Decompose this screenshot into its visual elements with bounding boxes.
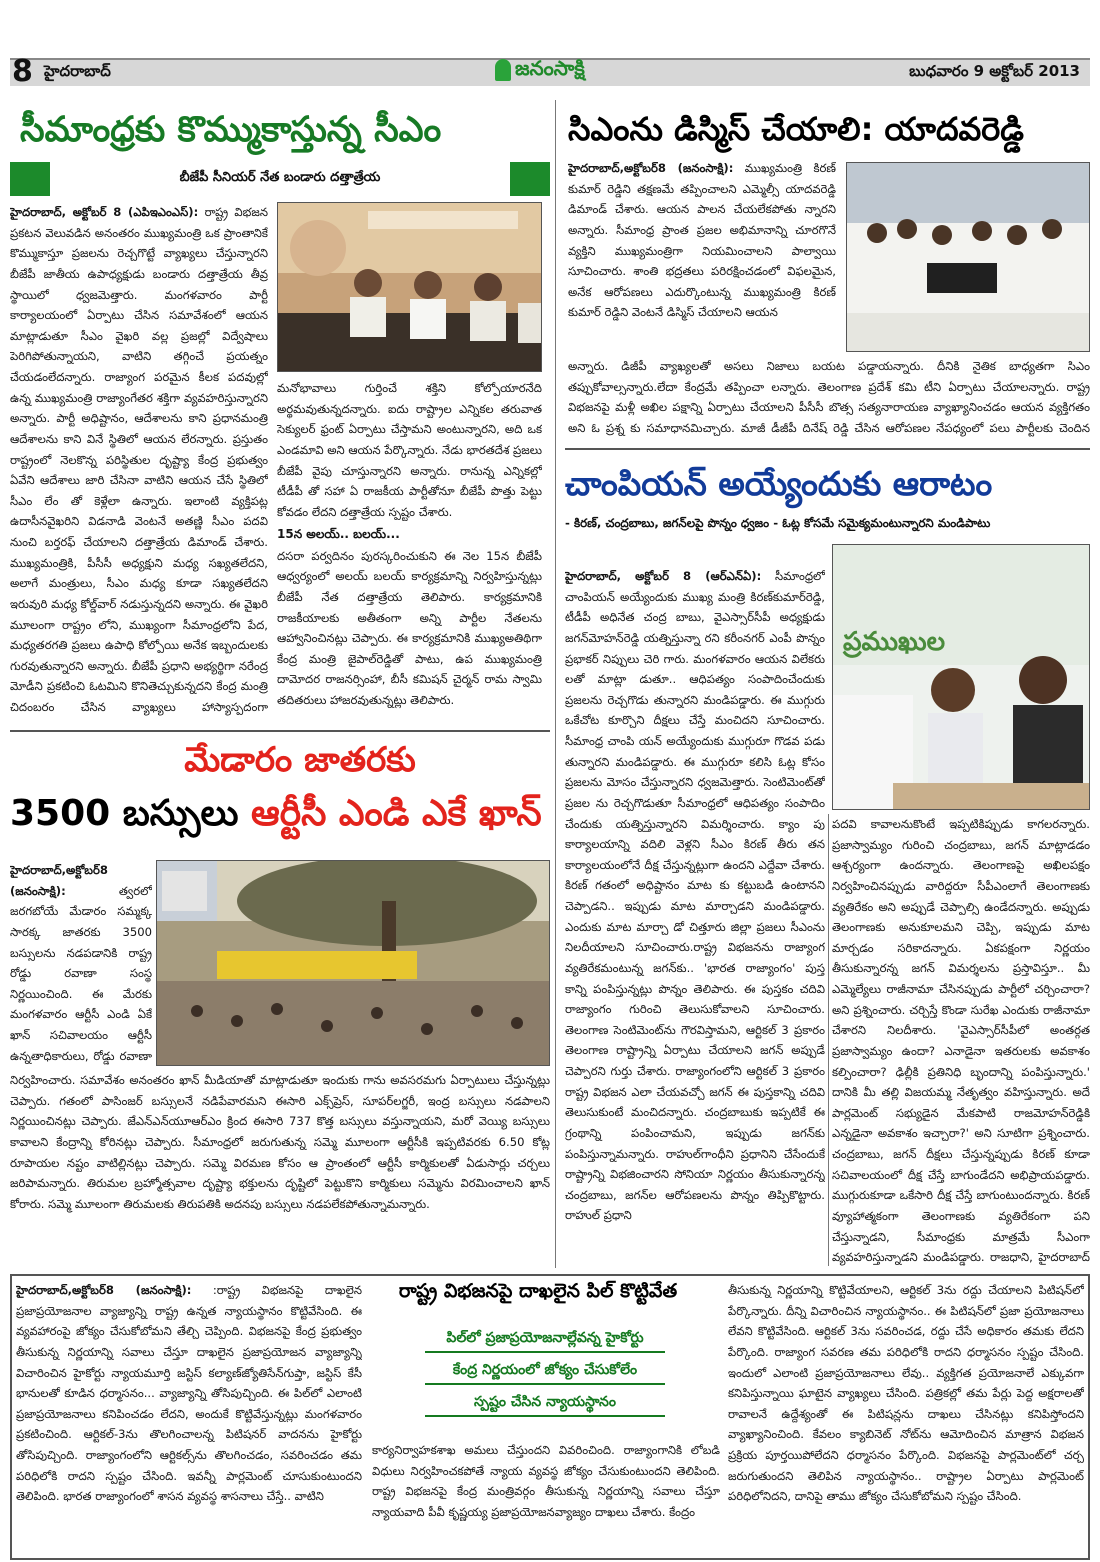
story3-headline: చాంపియన్ అయ్యేందుకు ఆరాటం bbox=[565, 464, 993, 503]
story5-body-1: :రాష్ట్ర విభజనపై దాఖలైన ప్రజాప్రయోజనాల వ్యాజ్యాన్ని రాష్ట్ర ఉన్నత న్యాయస్థానం కొట్టివేసింది. ఈ వ్యవహారంపై జోక్యం చేసుకోబోమని తేల్చి చెప్పింది. విభజనపై కేంద్ర ప్రభుత్వం తీసుకున్న నిర్ణయాన్ని సవాలు చేస్తూ దాఖలైన ప్రజాప్రయోజన వ్యాజ్యాన్ని విచారించిన హైకోర్టు న్యాయమూర్తి జస్టిస్ కల్యాణ్‌జ్యోతిసేన్‌గుప్తా, జస్టిస్ కేసీ భానులతో కూడిన ధర్మాసనం... వ్యాజ్యాన్ని తోసిపుచ్చింది. ఈ పిల్‌లో ఎలాంటి ప్రజాప్రయోజనాలు కనిపించడం లేదని, అందుకే కొట్టివేస్తున్నట్లు మంగళవారం ప్రకటించింది. ఆర్టికల్-3ను తొలగించాలన్న పిటిషనర్ వాదనను హైకోర్టు తోసిపుచ్చింది. రాజ్యాంగంలోని ఆర్టికల్స్‌ను తొలగించడం, సవరించడం తమ పరిధిలోకి రాదని స్పష్టం చేసింది. ఇవన్నీ పార్లమెంట్ చూసుకుంటుందని తెలిపింది. భారత రాజ్యాంగంలో శాసన వ్యవస్థ శాసనాలు చేస్తే.. వాటిని bbox=[16, 1283, 362, 1504]
header-date: బుధవారం 9 అక్టోబర్ 2013 bbox=[909, 62, 1080, 80]
story5-body-2: కార్యనిర్వాహకశాఖ అమలు చేస్తుందని వివరించింది. రాజ్యాంగానికి లోబడి విధులు నిర్వహించకపోతే న్యాయ వ్యవస్థ జోక్యం చేసుకుంటుందని తెలిపింది. రాష్ట్ర విభజనపై కేంద్ర మంత్రివర్గం తీసుకున్న నిర్ణయాన్ని సవాలు చేస్తూ న్యాయవాది పీవీ కృష్ణయ్య ప్రజాప్రయోజనవ్యాజ్యం దాఖలు చేశారు. కేంద్రం bbox=[372, 1443, 720, 1519]
story5-subhead-1: పిల్‌లో ప్రజాప్రయోజనాల్లేవన్న హైకోర్టు bbox=[425, 1330, 665, 1353]
story5-column-right bbox=[728, 1280, 1084, 1556]
story1-ribbon-caption: బీజేపీ సీనియర్ నేత బండారు దత్తాత్రేయ bbox=[179, 170, 381, 185]
story2-headline: సిఎంను డిస్మిస్ చేయాలి: యాదవరెడ్డి bbox=[568, 110, 1024, 148]
story3-body-1: సీమాంధ్రలో చాంపియన్ అయ్యేందుకు ముఖ్య మంత్రి కిరణ్‌కుమార్‌రెడ్డి, టీడీపీ అధినేత చంద్ర బాబు, వైఎస్సార్‌సీపీ అధ్యక్షుడు జగన్‌మోహన్‌రెడ్డి యత్నిస్తున్నా రని కరీంనగర్ ఎంపీ పొన్నం ప్రభాకర్ నిప్పులు చెరి గారు. మంగళవారం ఆయన విలేకరు లతో మాట్లా డుతూ.. ఆధిపత్యం సంపాదించేందుకు ప్రజలను రెచ్చగొడు తున్నారని మండిపడ్డారు. ఈ ముగ్గురు ఒకేచోట కూర్చొని దీక్షలు చేస్తే మంచిదని సూచించారు. సీమాంధ్ర చాంపి యన్ అయ్యేందుకు ముగ్గురూ గొడవ పడు తున్నారని మండిపడ్డారు. ఈ ముగ్గురూ కలిసి ఓట్ల కోసం ప్రజలను మోసం చేస్తున్నారని ధ్వజమెత్తారు. సెంటిమెంట్‌తో ప్రజల ను రెచ్చగొడుతూ సీమాంధ్రలో ఆధిపత్యం సంపాదిం చేందుకు యత్నిస్తున్నారని విమర్శించారు. క్యాం పు కార్యాలయాన్ని వదిలి వెళ్లని సీఎం కిరణ్ తీరు తన కార్యాలయంలోనే దీక్ష చేస్తున్నట్లుగా ఉందని ఎద్దేవా చేశారు. కిరణ్ గతంలో అధిష్టానం మాట కు కట్టుబడి ఉంటానని చెప్పాడని.. ఇప్పుడు మాట మార్చాడని మండిపడ్డారు. ఎందుకు మాట మార్చా డో చిత్తూరు జిల్లా ప్రజలు సీఎంను నిలదీయాలని సూచించారు.రాష్ట్ర విభజనను రాజ్యాంగ వ్యతిరేకమంటున్న జగన్‌కు.. 'భారత రాజ్యాంగం' పుస్త కాన్ని పంపిస్తున్నట్లు పొన్నం తెలిపారు. ఈ పుస్తకం చదివి రాజ్యాంగం గురించి తెలుసుకోవాలని సూచించారు. తెలంగాణ సెంటిమెంట్‌ను గౌరవిస్తామని, ఆర్టికల్ 3 ప్రకారం తెలంగాణ రాష్ట్రాన్ని ఏర్పాటు చేయాలని జగన్ అప్పుడే చెప్పారని గుర్తు చేశారు. రాజ్యాంగంలోని ఆర్టికల్ 3 ప్రకారం రాష్ట్ర విభజన ఎలా చేయవచ్చో జగన్ ఈ పుస్తకాన్ని చదివి తెలుసుకుంటే మంచిదన్నారు. చంద్రబాబుకు ఇప్పటికే ఈ గ్రంథాన్ని పంపించామని, ఇప్పుడు జగన్‌కు పంపిస్తున్నామన్నారు. రాహుల్‌గాంధీని ప్రధానిని చేసేందుకే రాష్ట్రాన్ని విభజించారని సోనియా నిర్ణయం తీసుకున్నారన్న చంద్రబాబు, జగన్‌ల ఆరోపణలను పొన్నం తిప్పికొట్టారు. రాహుల్ ప్రధాని bbox=[565, 569, 825, 1223]
story5-dateline: హైదరాబాద్,అక్టోబర్8 (జనంసాక్షి): bbox=[16, 1283, 192, 1297]
story4-body-1: త్వరలో జరగబోయే మేడారం సమ్మక్క సారక్క జాతరకు 3500 బస్సులను నడపడానికి రాష్ట్ర రోడ్డు రవాణా సంస్థ నిర్ణయించింది. ఈ మేరకు మంగళవారం ఆర్టీసీ ఎండి ఏకే ఖాన్ సచివాలయం ఆర్టీసీ ఉన్నతాధికారులు, రోడ్డు రవాణా bbox=[10, 883, 152, 1063]
jatara-crowd-photo bbox=[157, 861, 550, 1066]
story4-top-rule bbox=[10, 730, 550, 732]
brand-logo bbox=[495, 56, 585, 85]
story4-dateline: హైదరాబాద్,అక్టోబర్8 (జనంసాక్షి): bbox=[10, 863, 108, 898]
story2-photo bbox=[846, 162, 1090, 352]
story3-column-divider bbox=[828, 814, 829, 1266]
column-divider bbox=[555, 100, 556, 1268]
header-city: హైదరాబాద్ bbox=[44, 62, 111, 80]
story5-body-3: తీసుకున్న నిర్ణయాన్ని కొట్టివేయాలని, ఆర్టికల్ 3ను రద్దు చేయాలని పిటిషన్‌లో పేర్కొన్నారు. దీన్ని విచారించిన న్యాయస్థానం.. ఈ పిటిషన్‌లో ప్రజా ప్రయోజనాలు లేవని కొట్టివేసింది. ఆర్టికల్ 3ను సవరించడ, రద్దు చేసే అధికారం తమకు లేదని పేర్కొంది. రాజ్యాంగ సవరణ తమ పరిధిలోకి రాదని ధర్మాసనం స్పష్టం చేసింది. ఇందులో ఎలాంటి ప్రజాప్రయోజనాలు లేవు.. వ్యక్తిగత ప్రయోజనాలే ఎక్కువగా కనిపిస్తున్నాయి ఘాటైన వ్యాఖ్యలు చేసింది. పత్రికల్లో తమ పేర్లు పెద్ద అక్షరాలతో రావాలనే ఉద్దేశ్యంతో ఈ పిటిషన్లను దాఖలు చేసినట్లు కనిపిస్తోందని వ్యాఖ్యానించింది. కేవలం క్యాబినెట్ నోట్‌ను ఆమోదించిన మాత్రాన విభజన ప్రక్రియ పూర్తయిపోలేదని ధర్మాసనం పేర్కొంది. విభజనపై పార్లమెంట్‌లో చర్చ జరుగుతుందని తెలిపిన న్యాయస్థానం.. రాష్ట్రాల ఏర్పాటు పార్లమెంట్ పరిధిలోనిదని, దానిపై తాము జోక్యం చేసుకోబోమని స్పష్టం చేసింది. bbox=[728, 1283, 1084, 1504]
masthead bbox=[0, 0, 1100, 92]
story3-column-a bbox=[565, 566, 825, 1266]
story5-subhead-2: కేంద్ర నిర్ణయంలో జోక్యం చేసుకోలేం bbox=[425, 1362, 665, 1385]
story1-photo bbox=[277, 202, 542, 372]
story1-body-3: దసరా పర్వదినం పురస్కరించుకుని ఈ నెల 15న బీజేపీ ఆధ్వర్యంలో అలయ్ బలయ్ కార్యక్రమాన్ని నిర్వహిస్తున్నట్లు బీజేపీ నేత దత్తాత్రేయ తెలిపారు. కార్యక్రమానికి రాజకీయాలకు అతీతంగా అన్ని పార్టీల నేతలను ఆహ్వానించినట్లు చెప్పారు. ఈ కార్యక్రమానికి ముఖ్యఅతిథిగా కేంద్ర మంత్రి జైపాల్‌రెడ్డితో పాటు, ఉప ముఖ్యమంత్రి దామోదర రాజనర్సింహా, బీసీ కమిషన్ చైర్మన్ రామ స్వామి తదితరులు హాజరవుతున్నట్లు తెలిపారు. bbox=[277, 548, 542, 708]
story2-column-wide bbox=[568, 356, 1090, 442]
press-crowd-photo bbox=[847, 163, 1090, 352]
story4-headline-line1: మేడారం జాతరకు bbox=[184, 740, 416, 780]
story5-column-middle bbox=[372, 1440, 720, 1556]
story2-body-1: ముఖ్యమంత్రి కిరణ్ కుమార్ రెడ్డిని తక్షణమే తప్పించాలని ఎమ్మెల్సీ యాదవరెడ్డి డిమాండ్ చేశారు. ఆయన పాలన చేయలేకపోతు న్నారని అన్నారు. సీమాంధ్ర ప్రాంత ప్రజల అభిమానాన్ని చూరగొనే వ్యక్తిని ముఖ్యమంత్రిగా నియమించాలని పాల్వాయి సూచించారు. శాంతి భద్రతలు పరిరక్షించడంలో విఫలమైన, అనేక ఆరోపణలు ఎదుర్కొంటున్న ముఖ్యమంత్రి కిరణ్ కుమార్ రెడ్డిని వెంటనే డిస్మిస్ చేయాలని ఆయన bbox=[568, 161, 836, 320]
page-number: 8 bbox=[12, 54, 33, 89]
story4-body-2: నిర్వహించారు. సమావేశం అనంతరం ఖాన్ మీడియాతో మాట్లాడుతూ ఇందుకు గాను అవసరమగు ఏర్పాటులు చేస్తున్నట్లు చెప్పారు. గతంలో పాసింజర్ బస్సులనే నడిపేవారమని ఈసారి ఎక్స్‌ప్రెస్, సూపర్‌లగ్జరీ, ఇంద్ర బస్సులు నడపాలని నిర్ణయించినట్లు చెప్పారు. జేఎన్‌ఎన్‌యూఆర్‌ఎం క్రింద ఈసారి 737 కొత్త బస్సులు వస్తున్నాయని, మరో వెయ్యి బస్సులు కావాలని కేంద్రాన్ని కోరినట్లు చెప్పారు. సీమాంధ్రలో జరుగుతున్న సమ్మె మూలంగా ఆర్టీసీకి ఇప్పటివరకు 6.50 కోట్ల రూపాయల నష్టం వాటిల్లినట్లు చెప్పారు. సమ్మె విరమణ కోసం ఆ ప్రాంతంలో ఆర్టీసీ కార్మికులతో ఏడుసార్లు చర్చలు జరిపామన్నారు. తిరుమల బ్రహ్మోత్సవాల దృష్ట్యా భక్తులను దృష్టిలో పెట్టుకొని కార్మికులు సమ్మెను విరమించాలని ఖాన్ కోరారు. సమ్మె మూలంగా తిరుమలకు తిరుపతికి అదనపు బస్సులు నడపలేకపోతున్నామన్నారు. bbox=[10, 1073, 550, 1211]
story1-body-2: మనోభావాలు గుర్తించే శక్తిని కోల్పోయారనేది అర్థమవుతున్నదన్నారు. ఐదు రాష్ట్రాల ఎన్నికల తరువాత సెక్యులర్ ఫ్రంట్ ఏర్పాటు చేస్తామని అంటున్నారని, అది ఒక ఎండమావి అని ఆయన పేర్కొన్నారు. నేడు భారతదేశ ప్రజలు బీజేపీ వైపు చూస్తున్నారని అన్నారు. రానున్న ఎన్నికల్లో టీడీపీ తో సహా ఏ రాజకీయ పార్టీతోనూ బీజేపీ పొత్తు పెట్టు కోవడం లేదని దత్తాత్రేయ స్పష్టం చేశారు. bbox=[277, 381, 542, 519]
story2-body-2: అన్నారు. డిజీపీ వ్యాఖ్యలతో అసలు నిజాలు బయట పడ్డాయన్నారు. దీనికి నైతిక బాధ్యతగా సిఎం తప్పుకోవాల్సన్నారు.లేదా కేంద్రమే తప్పించా లన్నారు. తెలంగాణ ప్రదేశ్ కమి టీని ఏర్పాటు చేయాలన్నారు. రాష్ట్ర విభజనపై మళ్లీ అఖిల పక్షాన్ని ఏర్పాటు చేయాలని పీసీసీ బొత్స సత్యనారాయణ వ్యాఖ్యానించడం ఆయన వ్యక్తిగతం అని ఓ ప్రశ్న కు సమాధానమిచ్చారు. మాజీ డీజీపీ దినేష్ రెడ్డి చేసిన ఆరోపణల నేపధ్యంలో పలు పార్టీలకు చెందిన bbox=[568, 359, 1090, 435]
story4-headline-number: 3500 bbox=[10, 793, 111, 834]
story4-headline-word: బస్సులు bbox=[122, 793, 239, 834]
story3-column-b bbox=[832, 814, 1090, 1266]
story1-body-1: రాష్ట్ర విభజన ప్రకటన వెలువడిన అనంతరం ముఖ్యమంత్రి ఒక ప్రాంతానికే కొమ్ముకాస్తూ ప్రజలను రెచ్చగొట్టే వ్యాఖ్యలు చేస్తున్నారని బీజేపీ జాతీయ ఉపాధ్యక్షుడు బండారు దత్తాత్రేయ తీవ్ర స్థాయిలో ధ్వజమెత్తారు. మంగళవారం పార్టీ కార్యాలయంలో ఏర్పాటు చేసిన సమావేశంలో ఆయన మాట్లాడుతూ సీఎం వైఖరి వల్ల ప్రజల్లో విద్వేషాలు పెరిగిపోతున్నాయని, వాటిని తగ్గించే ప్రయత్నం చేయడంలేదన్నారు. రాజ్యాంగ పరమైన కీలక పదవుల్లో ఉన్న ముఖ్యమంత్రి రాజ్యాంగేతర శక్తిగా వ్యవహరిస్తున్నారని అన్నారు. పార్టీ అధిష్టానం, ఆదేశాలను కాని ప్రధానమంత్రి ఆదేశాలను కాని వినే స్థితిలో ఆయన లేరన్నారు. ప్రస్తుతం రాష్ట్రంలో నెలకొన్న పరిస్థితుల దృష్ట్యా కేంద్ర ప్రభుత్వం ఏవేని ఆదేశాలు జారి చేసినా వాటిని ఆయన చేసే స్థితిలో సీఎం లేం తో కెళ్లేలా ఉన్నారు. ఇలాంటి వ్యక్తిపట్ల ఉదాసీనవైఖరిని విడనాడి వెంటనే అతణ్ణి సీఎం పదవి నుంచి బర్తరఫ్ చేయాలని దత్తాత్రేయ డిమాండ్ చేశారు. ముఖ్యమంత్రికి, పీసీసీ అధ్యక్షుని మధ్య సఖ్యతలేదని, అలాగే మంత్రులు, సీఎం మధ్య కూడా సఖ్యతలేదని ఇరువురి మధ్య కోల్డ్‌వార్ నడుస్తున్నదని అన్నారు. ఈ వైఖరి మూలంగా రాష్ట్రం లోని, ముఖ్యంగా సీమాంధ్రలోని పేద, మధ్యతరగతి ప్రజలు ఉపాధి కోల్పోయి అనేక ఇబ్బందులకు గురవుతున్నారని అన్నారు. బీజేపీ ప్రధాని అభ్యర్థిగా నరేంద్ర మోడీని ప్రకటించి ఓటమిని కొనితెచ్చుకున్నదని కేంద్ర మంత్రి చిదంబరం చేసిన వ్యాఖ్యలు హాస్యాస్పదంగా bbox=[10, 205, 268, 714]
story2-dateline: హైదరాబాద్,అక్టోబర్8 (జనంసాక్షి): bbox=[568, 161, 734, 175]
story5-headline: రాష్ట్ర విభజనపై దాఖలైన పిల్ కొట్టివేత bbox=[398, 1280, 678, 1302]
story4-column-wide bbox=[10, 1070, 550, 1266]
story3-body-2: పదవి కావాలనుకొంటే ఇప్పటికిప్పుడు కాగలరన్నారు. ప్రజాస్వామ్యం గురించి చంద్రబాబు, జగన్ మాట్లాడడం ఆశ్చర్యంగా ఉందన్నారు. తెలంగాణపై అఖిలపక్షం నిర్వహించినప్పుడు వారిద్దరూ సీపీఎంలాగే తెలంగాణకు వ్యతిరేకం అని అప్పుడే చెప్పాల్సి ఉండేదన్నారు. అప్పుడు తెలంగాణకు అనుకూలమని చెప్పి, ఇప్పుడు మాట మార్చడం సరికాదన్నారు. ఏకపక్షంగా నిర్ణయం తీసుకున్నారన్న జగన్ విమర్శలను ప్రస్తావిస్తూ.. మీ ఎమ్మెల్యేలు రాజీనామా చేసినప్పుడు పార్టీలో చర్చించారా? అని ప్రశ్నించారు. చర్చిస్తే కొండా సురేఖ ఎందుకు రాజీనామా చేశారని నిలదీశారు. 'వైఎస్సార్‌సీపీలో అంతర్గత ప్రజాస్వామ్యం ఉందా? ఎనాడైనా ఇతరులకు అవకాశం కల్పించారా? ఢిల్లీకి ప్రతినిధి బృందాన్ని పంపిస్తున్నారు.' దానికి మీ తల్లి విజయమ్మ నేతృత్వం వహిస్తున్నారు. అదే పార్లమెంట్ సభ్యుడైన మేకపాటి రాజమోహన్‌రెడ్డికి ఎన్నడైనా అవకాశం ఇచ్చారా?' అని సూటిగా ప్రశ్నించారు. చంద్రబాబు, జగన్ దీక్షలు చేస్తున్నప్పుడు కిరణ్ కూడా సచివాలయంలో దీక్ష చేస్తే బాగుండేదని అభిప్రాయపడ్డారు. ముగ్గురుకూడా ఒకేసారి దీక్ష చేస్తే బాగుంటుందన్నారు. కిరణ్ వ్యూహాత్మకంగా తెలంగాణకు వ్యతిరేకంగా పని చేస్తున్నాడని, సీమాంధ్రకు మాత్రమే సీఎంగా వ్యవహరిస్తున్నాడని మండిపడ్డారు. రాజధాని, హైదరాబాద్ bbox=[832, 817, 1090, 1265]
story4-headline-red: ఆర్టీసీ ఎండి ఎకే ఖాన్ bbox=[251, 793, 542, 834]
story5-subhead-3: స్పష్టం చేసిన న్యాయస్థానం bbox=[425, 1394, 665, 1417]
story4-headline-line2 bbox=[10, 784, 550, 844]
story3-photo bbox=[832, 544, 1090, 810]
press-meet-photo bbox=[278, 203, 542, 372]
story2-column-top bbox=[568, 158, 836, 354]
story1-ribbon bbox=[10, 162, 550, 196]
leaf-icon bbox=[495, 59, 511, 81]
mp-press-photo bbox=[833, 545, 1090, 810]
story4-photo bbox=[156, 860, 550, 1066]
story1-subhead: 15న అలయ్.. బలయ్... bbox=[277, 527, 400, 542]
story1-headline: సీమాంధ్రకు కొమ్ముకాస్తున్న సీఎం bbox=[20, 110, 442, 150]
story2-bottom-rule bbox=[565, 448, 1090, 450]
story5-column-left bbox=[16, 1280, 362, 1556]
story1-column-2 bbox=[277, 378, 542, 722]
story1-dateline: హైదరాబాద్, అక్టోబర్ 8 (ఎపిఇఎంఎస్): bbox=[10, 205, 199, 219]
story3-dateline: హైదరాబాద్, అక్టోబర్ 8 (ఆర్‌ఎన్‌ఏ): bbox=[565, 569, 762, 583]
brand-name: జనంసాక్షి bbox=[515, 56, 585, 80]
story1-column-1 bbox=[10, 202, 268, 722]
story4-column-narrow bbox=[10, 860, 152, 1068]
ribbon-inner bbox=[50, 162, 510, 196]
story3-subheadline: - కిరణ్, చంద్రబాబు, జగన్‌లపై పొన్నం ధ్వజం - ఓట్ల కోసమే సమైక్యమంటున్నారని మండిపాటు bbox=[565, 516, 991, 530]
svg-text:ప్రముఖుల: ప్రముఖుల bbox=[843, 627, 946, 657]
